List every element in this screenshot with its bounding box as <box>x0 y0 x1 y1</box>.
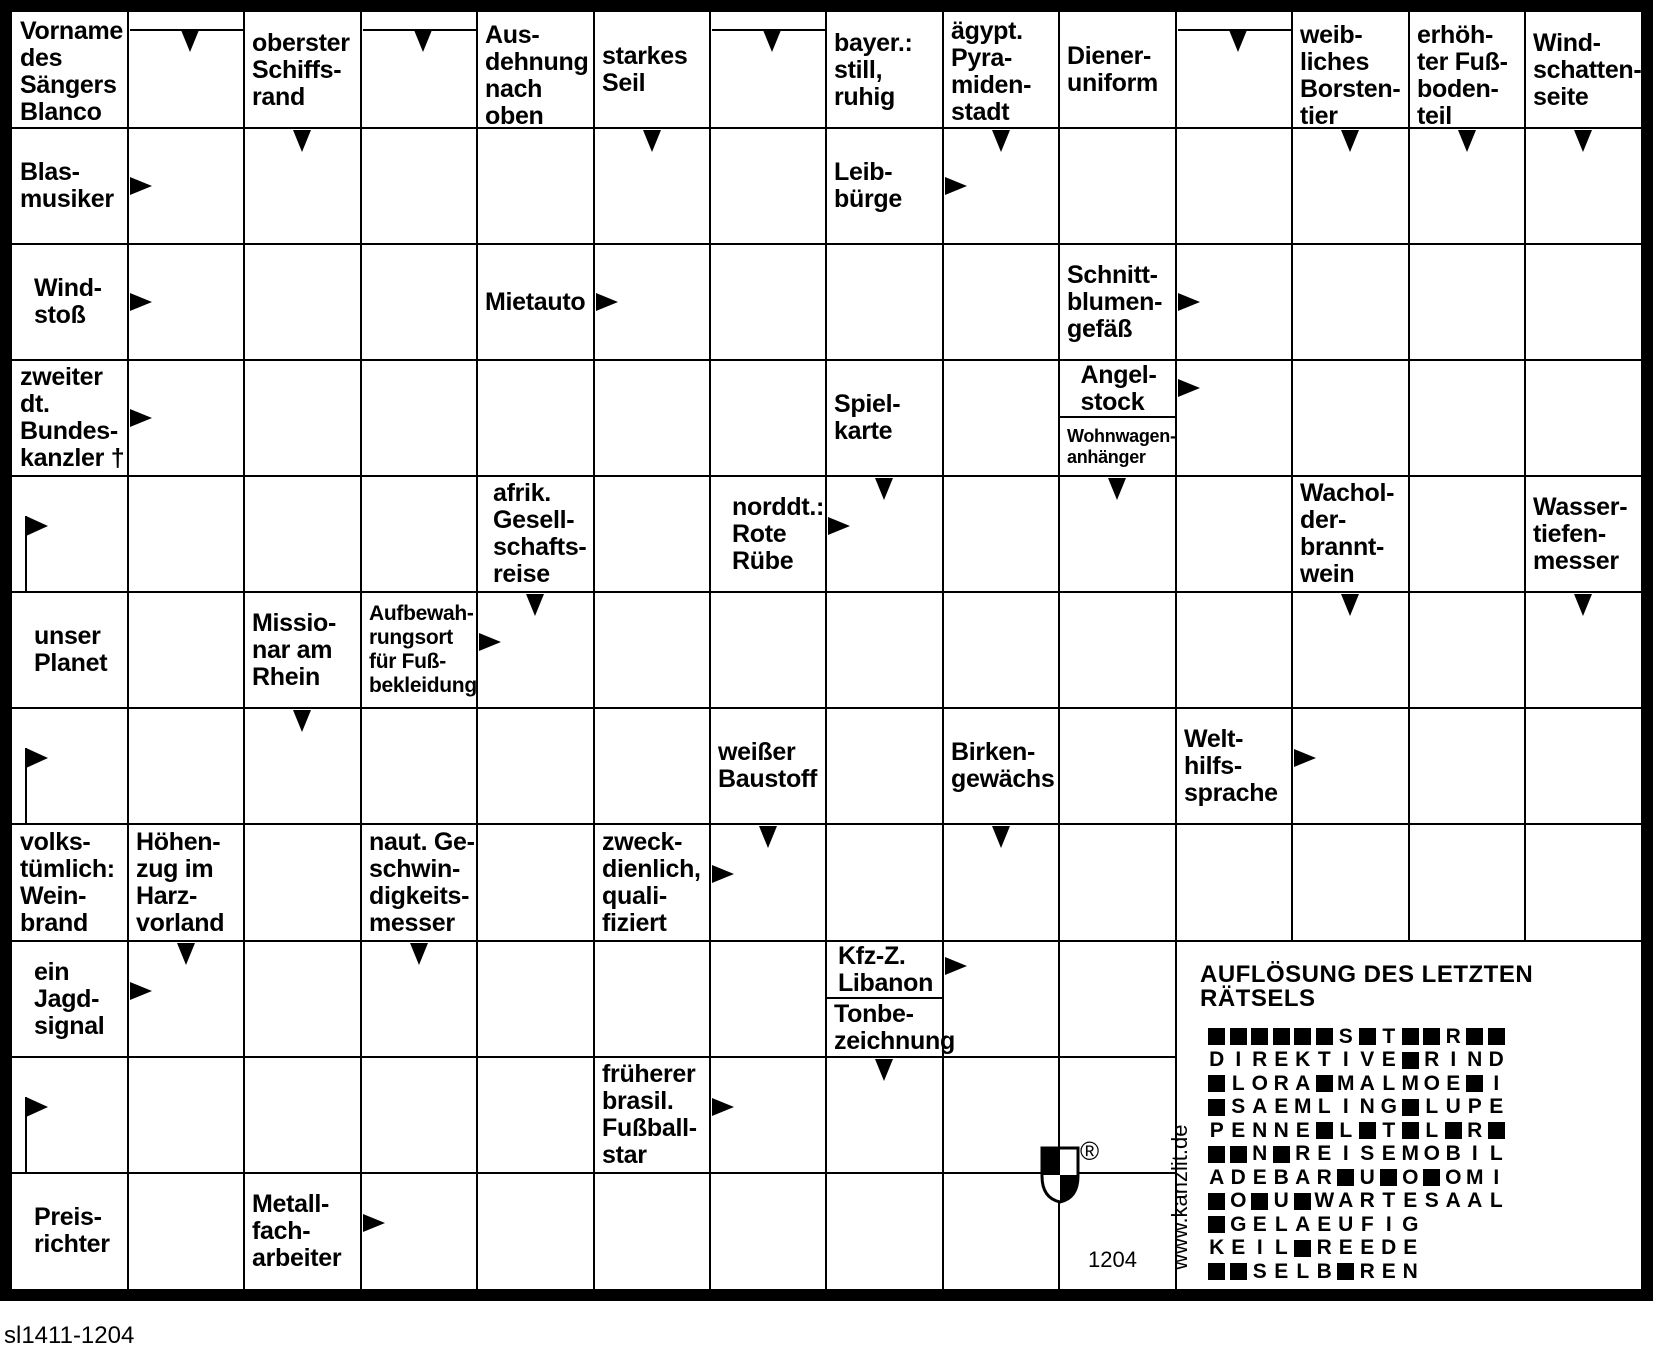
arrow-down-icon <box>526 594 544 616</box>
solution-block <box>1400 1025 1422 1049</box>
solution-letter: M <box>1337 1071 1355 1095</box>
solution-letter: E <box>1231 1236 1246 1260</box>
solution-letter: L <box>1296 1259 1310 1283</box>
solution-letter: O <box>1230 1189 1247 1213</box>
clue-r10c2: Metall- fach- arbeiter <box>252 1189 342 1272</box>
solution-block <box>1228 1143 1250 1167</box>
solution-block <box>1206 1072 1228 1096</box>
arrow-right-icon <box>712 865 734 883</box>
arrow-down-icon <box>643 130 661 152</box>
solution-letter: E <box>1381 1048 1396 1072</box>
solution-letter: E <box>1295 1118 1310 1142</box>
solution-letter: T <box>1382 1118 1396 1142</box>
arrow-down-icon <box>875 1059 893 1081</box>
solution-letter: K <box>1295 1048 1311 1072</box>
solution-letter <box>1443 1260 1465 1284</box>
solution-letter <box>1443 1237 1465 1261</box>
solution-block <box>1271 1143 1293 1167</box>
arrow-down-icon <box>181 30 199 52</box>
solution-block <box>1335 1166 1357 1190</box>
arrow-down-icon <box>1341 594 1359 616</box>
solution-block <box>1400 1119 1422 1143</box>
solution-block <box>1206 1213 1228 1237</box>
solution-block <box>1464 1072 1486 1096</box>
clue-r7c5: zweck- dienlich, quali- fiziert <box>602 827 701 937</box>
solution-letter: E <box>1446 1071 1461 1095</box>
arrow-down-icon <box>414 30 432 52</box>
solution-letter: S <box>1360 1142 1375 1166</box>
solution-letter <box>1464 1213 1486 1237</box>
solution-row <box>1206 1119 1507 1143</box>
solution-letter: E <box>1231 1118 1246 1142</box>
solution-block <box>1421 1166 1443 1190</box>
solution-letter: A <box>1295 1212 1311 1236</box>
solution-letter: L <box>1317 1095 1331 1119</box>
solution-letter: O <box>1445 1165 1462 1189</box>
solution-letter: N <box>1252 1118 1268 1142</box>
clue-r2c9: Schnitt- blumen- gefäß <box>1067 260 1163 343</box>
solution-letter: P <box>1209 1118 1224 1142</box>
solution-letter: O <box>1402 1165 1419 1189</box>
clue-r4c13: Wasser- tiefen- messer <box>1533 492 1628 575</box>
solution-letter: W <box>1314 1189 1335 1213</box>
solution-letter: I <box>1493 1071 1500 1095</box>
solution-letter: G <box>1230 1212 1247 1236</box>
solution-block <box>1421 1025 1443 1049</box>
solution-grid <box>1206 1025 1507 1284</box>
solution-letter: D <box>1381 1236 1397 1260</box>
solution-letter: L <box>1489 1142 1503 1166</box>
solution-letter <box>1486 1260 1508 1284</box>
solution-letter: R <box>1316 1236 1332 1260</box>
clue-r4c11: Wachol- der- brannt- wein <box>1300 479 1395 588</box>
arrow-right-icon <box>945 957 967 975</box>
solution-letter <box>1486 1237 1508 1261</box>
clue-r5c3: Aufbewah- rungsort für Fuß- bekleidung <box>369 602 477 697</box>
arrow-right-icon <box>26 748 48 768</box>
solution-letter <box>1443 1213 1465 1237</box>
solution-row <box>1206 1213 1507 1237</box>
solution-block <box>1271 1025 1293 1049</box>
arrow-down-icon <box>763 30 781 52</box>
clue-r7c0: volks- tümlich: Wein- brand <box>20 827 115 937</box>
solution-letter: L <box>1425 1095 1439 1119</box>
solution-letter: U <box>1445 1095 1461 1119</box>
solution-letter: A <box>1252 1095 1268 1119</box>
solution-letter: N <box>1402 1259 1418 1283</box>
solution-block <box>1357 1119 1379 1143</box>
puzzle-number: 1204 <box>1088 1247 1137 1272</box>
clue-r0c5: starkes Seil <box>602 42 688 97</box>
arrow-right-icon <box>26 1097 48 1117</box>
solution-letter: L <box>1425 1118 1439 1142</box>
arrow-down-icon <box>293 130 311 152</box>
solution-block <box>1400 1049 1422 1073</box>
solution-letter: E <box>1274 1259 1289 1283</box>
solution-letter: E <box>1317 1212 1332 1236</box>
arrow-down-icon <box>177 943 195 965</box>
clue-r0c0: Vorname des Sängers Blanco <box>20 17 124 126</box>
arrow-down-icon <box>1229 30 1247 52</box>
solution-letter: E <box>1381 1259 1396 1283</box>
clue-r0c4: Aus- dehnung nach oben <box>485 21 589 130</box>
clue-r1c0: Blas- musiker <box>20 158 114 213</box>
arrow-down-icon <box>875 478 893 500</box>
solution-block <box>1400 1096 1422 1120</box>
solution-block <box>1292 1190 1314 1214</box>
solution-letter: R <box>1295 1142 1311 1166</box>
solution-letter: A <box>1209 1165 1225 1189</box>
clue-r9c5: früherer brasil. Fußball- star <box>602 1060 697 1169</box>
arrow-down-icon <box>293 710 311 732</box>
solution-letter: D <box>1488 1048 1504 1072</box>
solution-row <box>1206 1143 1507 1167</box>
clue-r0c9: Diener- uniform <box>1067 42 1158 97</box>
solution-letter: N <box>1252 1142 1268 1166</box>
solution-letter: D <box>1230 1165 1246 1189</box>
solution-block <box>1486 1025 1508 1049</box>
solution-letter: L <box>1274 1212 1288 1236</box>
arrow-right-icon <box>1178 293 1200 311</box>
solution-letter: E <box>1274 1048 1289 1072</box>
arrow-right-icon <box>945 177 967 195</box>
clue-r8c7a: Kfz-Z. Libanon <box>837 942 934 997</box>
solution-letter: S <box>1252 1259 1267 1283</box>
solution-letter: M <box>1401 1071 1419 1095</box>
arrow-down-icon <box>410 943 428 965</box>
solution-letter: I <box>1385 1212 1392 1236</box>
solution-block <box>1314 1072 1336 1096</box>
clue-r4c6: norddt.: Rote Rübe <box>732 492 825 575</box>
solution-block <box>1314 1119 1336 1143</box>
arrow-right-icon <box>1178 379 1200 397</box>
solution-row <box>1206 1025 1507 1049</box>
clue-r2c4: Mietauto <box>485 287 586 316</box>
solution-letter: E <box>1252 1212 1267 1236</box>
solution-letter: S <box>1424 1189 1439 1213</box>
solution-letter: E <box>1338 1236 1353 1260</box>
clue-r3c9b: Wohnwagen- anhänger <box>1067 426 1176 467</box>
solution-letter: P <box>1467 1095 1482 1119</box>
solution-letter: I <box>1235 1048 1242 1072</box>
solution-letter: U <box>1338 1212 1354 1236</box>
clue-r0c12: erhöh- ter Fuß- boden- teil <box>1417 21 1508 130</box>
solution-block <box>1335 1260 1357 1284</box>
solution-block <box>1486 1119 1508 1143</box>
solution-letter: R <box>1359 1259 1375 1283</box>
solution-letter <box>1421 1260 1443 1284</box>
clue-r0c2: oberster Schiffs- rand <box>252 28 350 111</box>
solution-block <box>1292 1237 1314 1261</box>
solution-letter: V <box>1360 1048 1375 1072</box>
solution-letter: D <box>1209 1048 1225 1072</box>
arrow-down-icon <box>992 130 1010 152</box>
solution-letter: L <box>1274 1236 1288 1260</box>
solution-letter: G <box>1380 1095 1397 1119</box>
clue-r6c6: weißer Baustoff <box>718 738 817 793</box>
clue-r3c7: Spiel- karte <box>834 390 901 445</box>
solution-letter: M <box>1401 1142 1419 1166</box>
clue-r4c4: afrik. Gesell- schafts- reise <box>493 479 587 588</box>
solution-block <box>1206 1190 1228 1214</box>
solution-row <box>1206 1096 1507 1120</box>
solution-letter: I <box>1493 1165 1500 1189</box>
arrow-right-icon <box>130 177 152 195</box>
solution-letter: O <box>1423 1142 1440 1166</box>
solution-letter: R <box>1424 1048 1440 1072</box>
arrow-right-icon <box>712 1098 734 1116</box>
clue-r6c8: Birken- gewächs <box>951 738 1055 793</box>
solution-letter: O <box>1251 1071 1268 1095</box>
clue-r10c0: Preis- richter <box>34 1203 110 1258</box>
clue-r0c11: weib- liches Borsten- tier <box>1300 21 1401 130</box>
clue-r5c0: unser Planet <box>34 622 108 677</box>
solution-letter: T <box>1317 1048 1331 1072</box>
solution-letter: M <box>1466 1165 1484 1189</box>
arrow-down-icon <box>1108 478 1126 500</box>
solution-letter: E <box>1360 1236 1375 1260</box>
solution-letter: L <box>1489 1189 1503 1213</box>
solution-letter: S <box>1231 1095 1246 1119</box>
solution-block <box>1378 1166 1400 1190</box>
solution-block <box>1228 1025 1250 1049</box>
clue-r0c13: Wind- schatten- seite <box>1533 28 1642 111</box>
solution-block <box>1249 1190 1271 1214</box>
solution-letter <box>1421 1213 1443 1237</box>
clue-r0c7: bayer.: still, ruhig <box>834 28 913 111</box>
solution-letter: R <box>1445 1024 1461 1048</box>
kanzlit-shield-icon <box>1040 1146 1080 1204</box>
solution-letter: R <box>1467 1118 1483 1142</box>
solution-block <box>1443 1119 1465 1143</box>
solution-block <box>1206 1260 1228 1284</box>
clue-r5c2: Missio- nar am Rhein <box>252 608 337 691</box>
solution-letter: E <box>1252 1165 1267 1189</box>
solution-letter: U <box>1273 1189 1289 1213</box>
solution-letter: R <box>1316 1165 1332 1189</box>
solution-letter: L <box>1339 1118 1353 1142</box>
solution-letter: K <box>1209 1236 1225 1260</box>
solution-letter: E <box>1403 1236 1418 1260</box>
arrow-down-icon <box>1341 130 1359 152</box>
arrow-right-icon <box>363 1214 385 1232</box>
clue-r0c8: ägypt. Pyra- miden- stadt <box>951 17 1032 126</box>
arrow-right-icon <box>1294 749 1316 767</box>
solution-letter: A <box>1467 1189 1483 1213</box>
arrow-right-icon <box>596 293 618 311</box>
solution-letter: R <box>1252 1048 1268 1072</box>
solution-letter: B <box>1316 1259 1332 1283</box>
clue-r6c10: Welt- hilfs- sprache <box>1184 724 1278 807</box>
solution-letter: N <box>1359 1095 1375 1119</box>
solution-letter: R <box>1273 1071 1289 1095</box>
solution-letter: N <box>1467 1048 1483 1072</box>
arrow-down-icon <box>992 826 1010 848</box>
solution-letter: E <box>1403 1189 1418 1213</box>
clue-r7c1: Höhen- zug im Harz- vorland <box>136 827 225 937</box>
clue-r7c3: naut. Ge- schwin- digkeits- messer <box>369 827 475 937</box>
clue-r8c7b: Tonbe- zeichnung <box>834 1000 955 1055</box>
solution-row <box>1206 1237 1507 1261</box>
solution-letter <box>1486 1213 1508 1237</box>
solution-row <box>1206 1072 1507 1096</box>
solution-letter: G <box>1402 1212 1419 1236</box>
solution-letter: A <box>1445 1189 1461 1213</box>
solution-letter: I <box>1471 1142 1478 1166</box>
solution-block <box>1206 1096 1228 1120</box>
arrow-right-icon <box>479 633 501 651</box>
solution-letter: L <box>1231 1071 1245 1095</box>
clue-r3c0: zweiter dt. Bundes- kanzler † <box>20 363 125 472</box>
solution-letter: E <box>1489 1095 1504 1119</box>
solution-letter: O <box>1423 1071 1440 1095</box>
solution-letter <box>1464 1237 1486 1261</box>
solution-letter: A <box>1295 1071 1311 1095</box>
arrow-right-icon <box>130 409 152 427</box>
solution-letter: L <box>1382 1071 1396 1095</box>
solution-block <box>1292 1025 1314 1049</box>
solution-block <box>1357 1025 1379 1049</box>
solution-letter: A <box>1359 1071 1375 1095</box>
solution-letter: E <box>1274 1095 1289 1119</box>
solution-letter: I <box>1342 1048 1349 1072</box>
solution-letter: T <box>1382 1189 1396 1213</box>
solution-letter: R <box>1359 1189 1375 1213</box>
solution-row <box>1206 1049 1507 1073</box>
solution-letter: T <box>1382 1024 1396 1048</box>
solution-letter: U <box>1359 1165 1375 1189</box>
solution-block <box>1228 1260 1250 1284</box>
solution-letter: I <box>1450 1048 1457 1072</box>
solution-letter: N <box>1273 1118 1289 1142</box>
solution-letter: I <box>1342 1142 1349 1166</box>
solution-row <box>1206 1190 1507 1214</box>
solution-letter: E <box>1317 1142 1332 1166</box>
arrow-down-icon <box>759 826 777 848</box>
clue-r8c0: ein Jagd- signal <box>34 957 105 1040</box>
solution-letter: F <box>1360 1212 1374 1236</box>
solution-letter: B <box>1273 1165 1289 1189</box>
solution-letter: B <box>1445 1142 1461 1166</box>
arrow-right-icon <box>26 516 48 536</box>
solution-letter: A <box>1295 1165 1311 1189</box>
footer-code: sl1411-1204 <box>4 1322 135 1349</box>
solution-letter: A <box>1338 1189 1354 1213</box>
arrow-down-icon <box>1458 130 1476 152</box>
registered-mark: ® <box>1080 1136 1100 1166</box>
solution-letter <box>1464 1260 1486 1284</box>
clue-r2c0: Wind- stoß <box>34 274 102 329</box>
website-label[interactable]: www.kanzlit.de <box>1167 1124 1192 1270</box>
arrow-down-icon <box>1574 130 1592 152</box>
solution-letter: E <box>1381 1142 1396 1166</box>
solution-letter <box>1421 1237 1443 1261</box>
solution-letter: I <box>1256 1236 1263 1260</box>
clue-r1c7: Leib- bürge <box>834 158 902 213</box>
solution-row <box>1206 1166 1507 1190</box>
solution-block <box>1206 1143 1228 1167</box>
solution-row <box>1206 1260 1507 1284</box>
solution-title: AUFLÖSUNG DES LETZTEN RÄTSELS <box>1200 961 1534 1012</box>
clue-r3c9a: Angel- stock <box>1080 361 1157 416</box>
solution-letter: M <box>1294 1095 1312 1119</box>
solution-block <box>1464 1025 1486 1049</box>
solution-letter: I <box>1342 1095 1349 1119</box>
solution-block <box>1206 1025 1228 1049</box>
solution-letter: S <box>1338 1024 1353 1048</box>
solution-block <box>1249 1025 1271 1049</box>
arrow-down-icon <box>1574 594 1592 616</box>
solution-block <box>1314 1025 1336 1049</box>
